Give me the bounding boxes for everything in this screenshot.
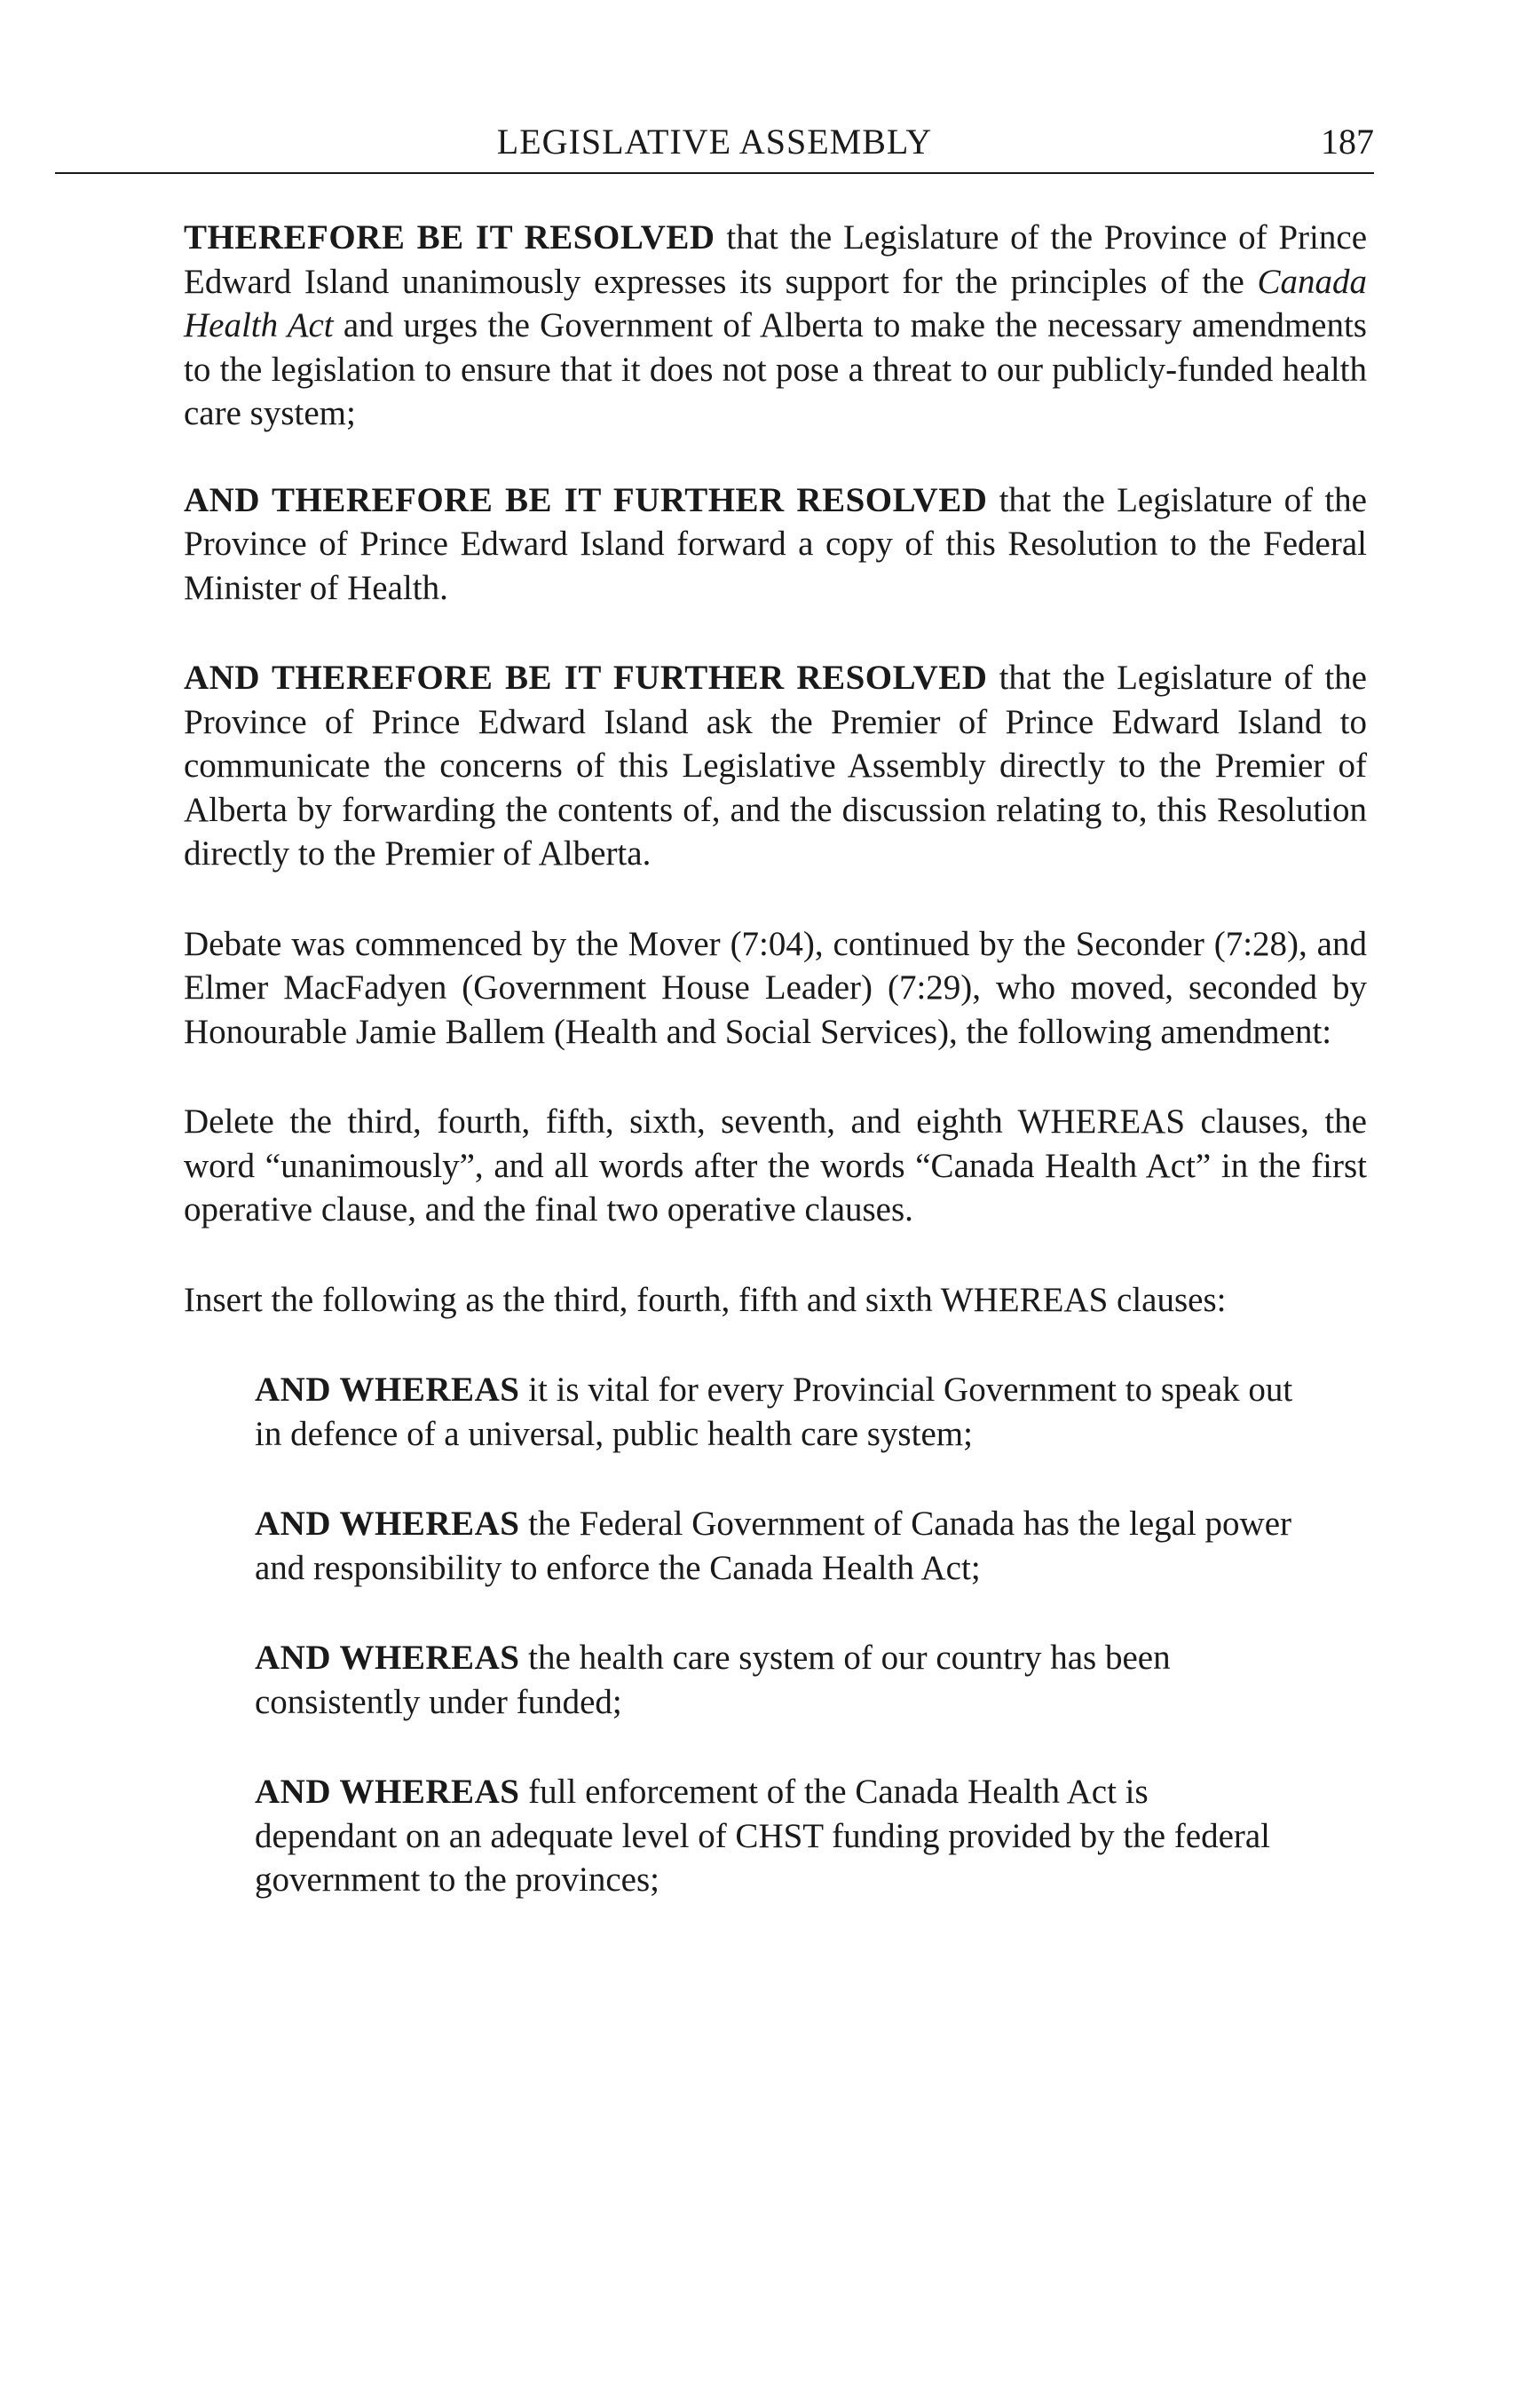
debate-paragraph: Debate was commenced by the Mover (7:04), continued by the Seconder (7:28), and Elmer MacFadyen (Government House Leader) (7:29), who moved, seconded by Honourable Jamie Ballem (Health and Social Services), the following amendment: bbox=[184, 924, 1367, 1051]
whereas-text: the Federal Government of Canada has the legal power and responsibility to enforce the Canada Health Act; bbox=[255, 1505, 1292, 1587]
resolution-text: and urges the Government of Alberta to make the necessary amendments to the legislation to ensure that it does not pose a threat to our publicly-funded health care system; bbox=[184, 306, 1367, 432]
whereas-clause-3 bbox=[255, 1636, 1293, 1724]
whereas-lead: AND WHEREAS bbox=[255, 1371, 520, 1409]
resolution-text: that the Legislature of the Province of Prince Edward Island forward a copy of this Resolution to the Federal Minister of Health. bbox=[184, 480, 1367, 607]
whereas-lead: AND WHEREAS bbox=[255, 1773, 520, 1811]
resolution-lead: AND THEREFORE BE IT FURTHER RESOLVED bbox=[184, 659, 988, 697]
act-title: Canada Health Act bbox=[184, 262, 1367, 344]
running-title: LEGISLATIVE ASSEMBLY bbox=[496, 122, 933, 162]
resolution-lead: THEREFORE BE IT RESOLVED bbox=[184, 218, 715, 257]
resolution-paragraph-2 bbox=[184, 478, 1367, 611]
document-body bbox=[184, 216, 1367, 1948]
whereas-text: it is vital for every Provincial Government to speak out in defence of a universal, public health care system; bbox=[255, 1371, 1293, 1453]
whereas-clause-4 bbox=[255, 1770, 1293, 1902]
whereas-lead: AND WHEREAS bbox=[255, 1639, 520, 1677]
whereas-lead: AND WHEREAS bbox=[255, 1505, 520, 1543]
resolution-paragraph-3 bbox=[184, 656, 1367, 876]
resolution-paragraph-1 bbox=[184, 216, 1367, 436]
resolution-text: that the Legislature of the Province of Prince Edward Island unanimously expresses its support for the principles of the bbox=[184, 218, 1367, 301]
running-header bbox=[55, 120, 1374, 171]
whereas-text: full enforcement of the Canada Health Act is dependant on an adequate level of CHST funding provided by the federal government to the provinces; bbox=[255, 1773, 1271, 1899]
header-rule bbox=[55, 172, 1374, 174]
whereas-clause-2 bbox=[255, 1502, 1293, 1590]
whereas-text: the health care system of our country has been consistently under funded; bbox=[255, 1639, 1171, 1721]
amendment-insert-paragraph: Insert the following as the third, fourth, fifth and sixth WHEREAS clauses: bbox=[184, 1280, 1227, 1319]
amendment-delete-paragraph: Delete the third, fourth, fifth, sixth, seventh, and eighth WHEREAS clauses, the word “unanimously”, and all words after the words “Canada Health Act” in the first operative clause, and the final two operative clauses. bbox=[184, 1102, 1367, 1229]
whereas-clause-1 bbox=[255, 1368, 1293, 1456]
resolution-lead: AND THEREFORE BE IT FURTHER RESOLVED bbox=[184, 480, 988, 519]
page-number: 187 bbox=[1321, 122, 1374, 162]
resolution-text: that the Legislature of the Province of Prince Edward Island ask the Premier of Prince Edward Island to communicate the concerns of this Legislative Assembly directly to the Premier of Alberta by forwarding the contents of, and the discussion relating to, this Resolution directly to the Premier of Alberta. bbox=[184, 659, 1367, 873]
